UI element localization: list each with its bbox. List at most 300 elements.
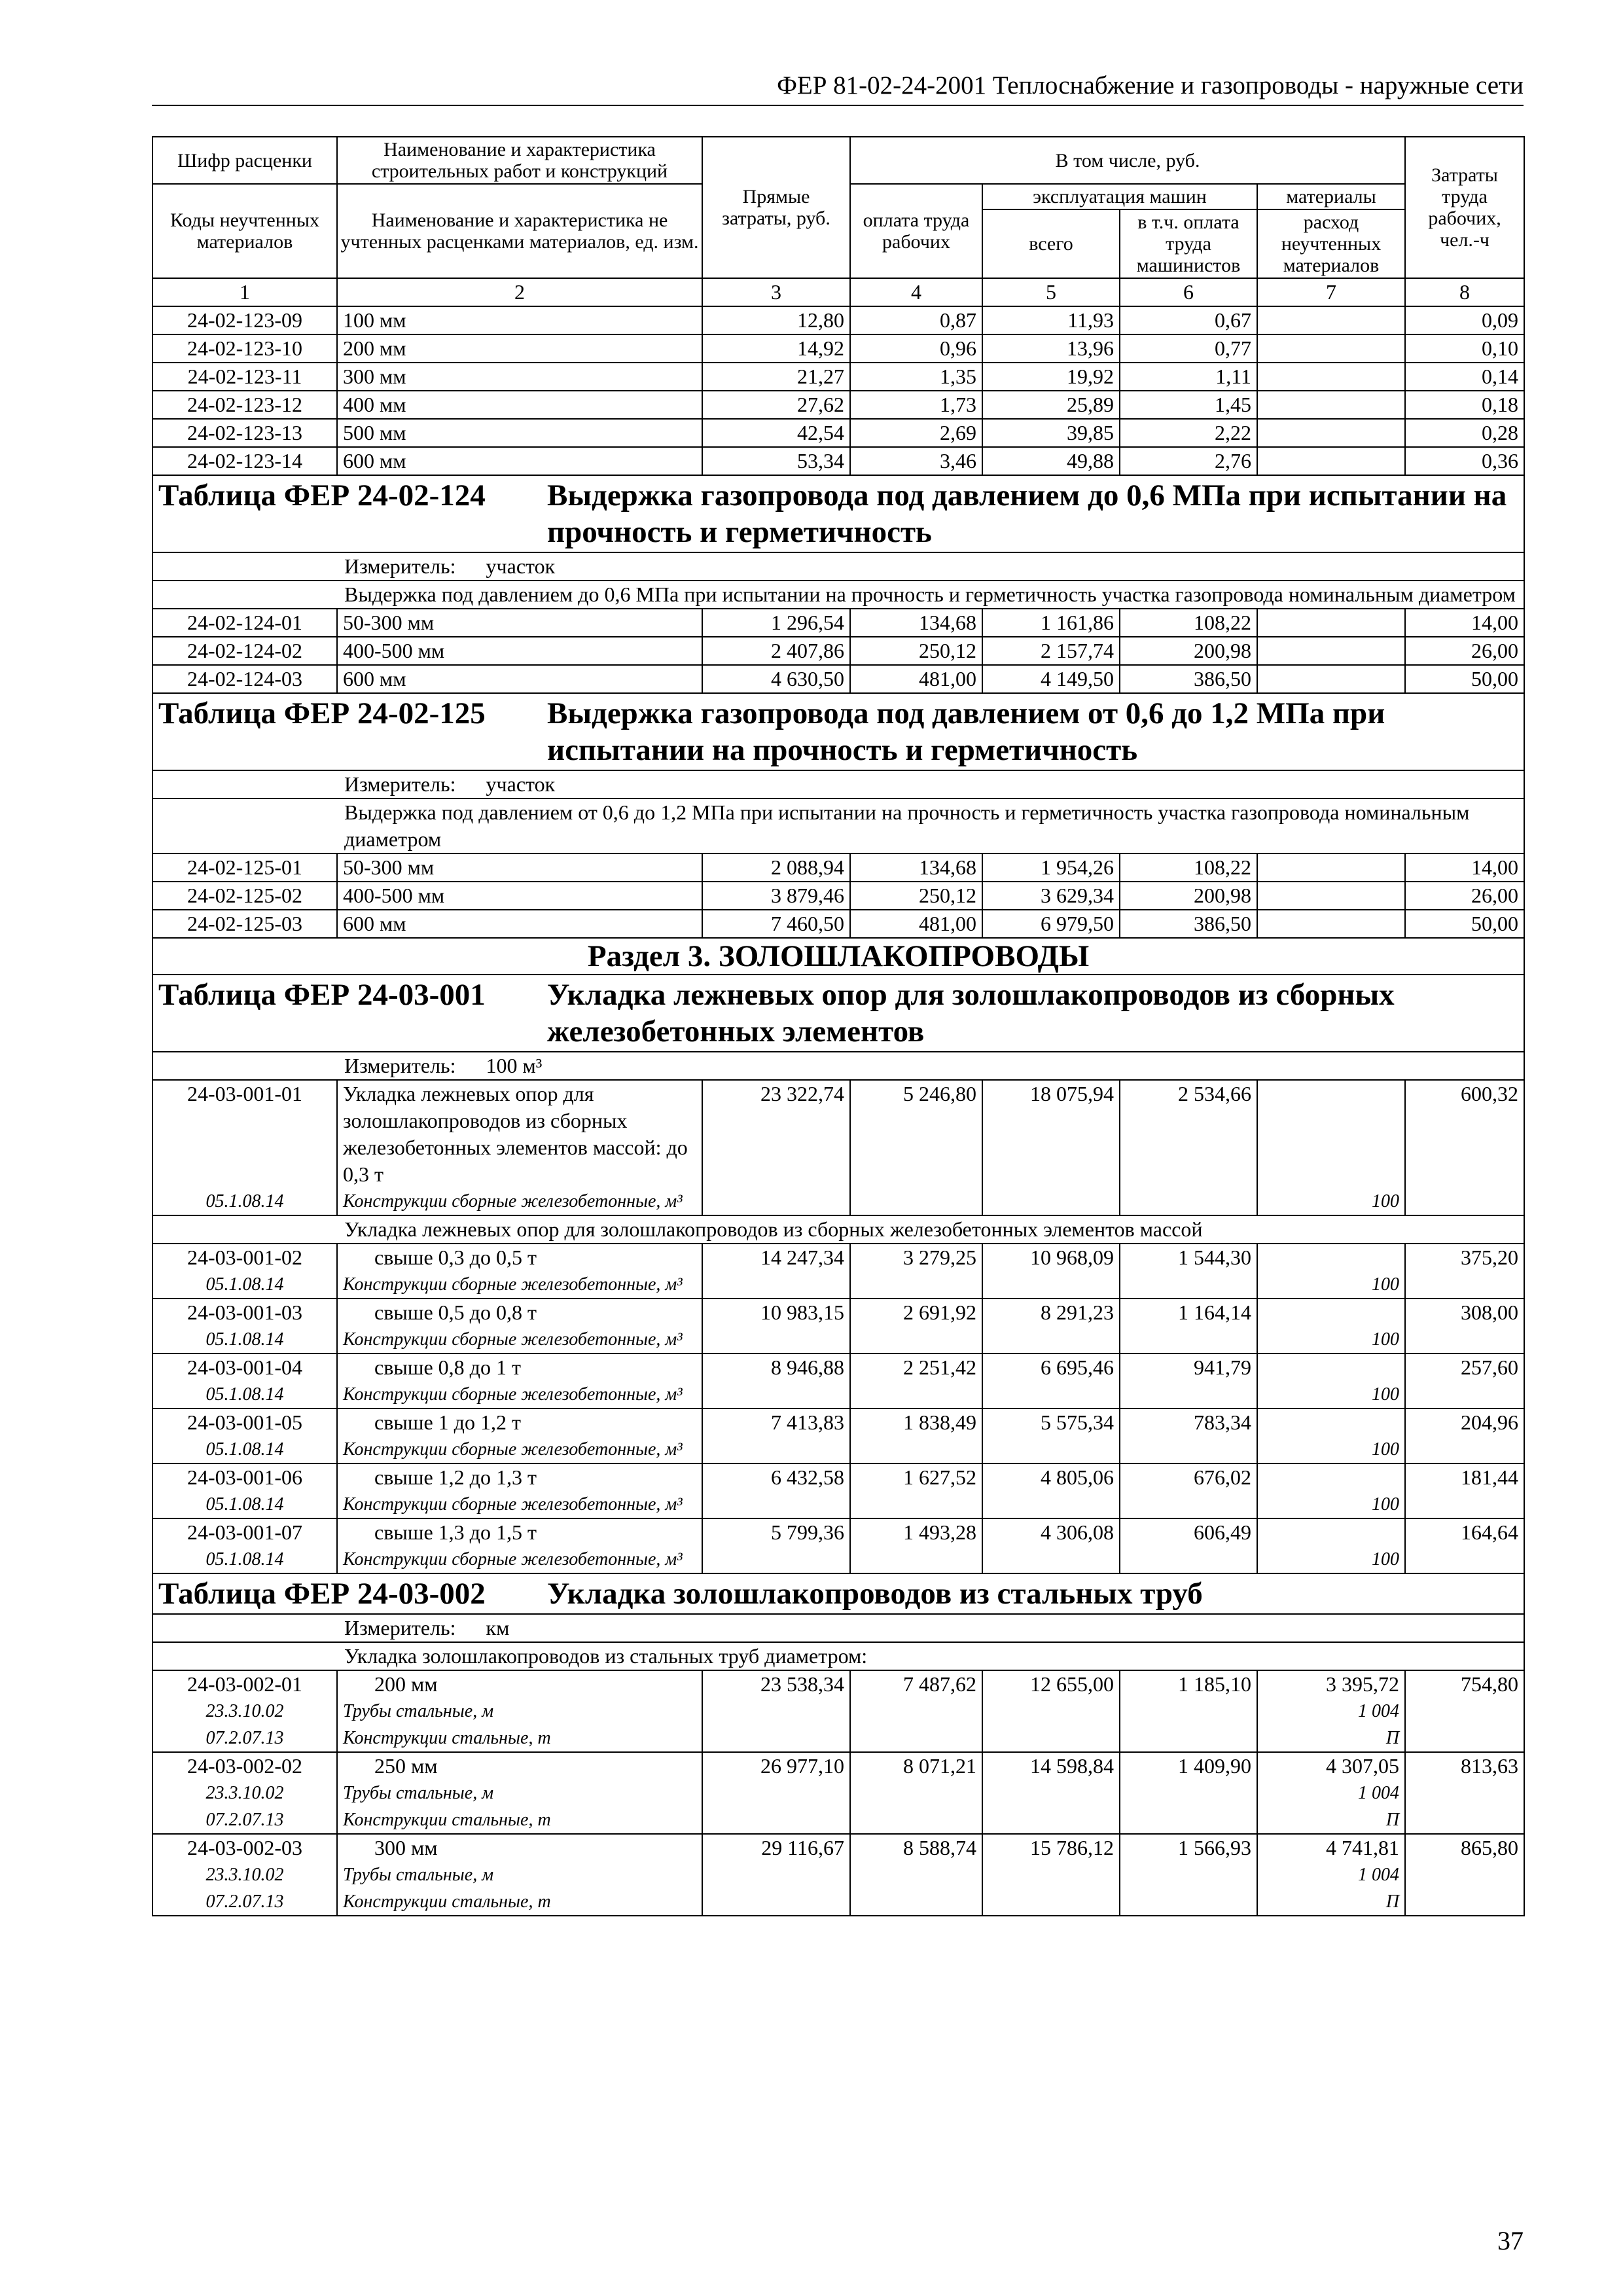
rate-code: 24-03-001-04 bbox=[152, 1354, 337, 1381]
empty-cell bbox=[850, 1888, 982, 1916]
empty-cell bbox=[702, 1271, 850, 1299]
table-title bbox=[152, 1573, 1524, 1614]
material-name: Конструкции сборные железобетонные, м³ bbox=[337, 1271, 702, 1299]
empty-cell bbox=[702, 1188, 850, 1215]
col-number: 2 bbox=[337, 278, 702, 306]
table-name: Укладка золошлакопроводов из стальных труб bbox=[547, 1577, 1203, 1611]
header-including: В том числе, руб. bbox=[850, 137, 1405, 184]
material-row bbox=[152, 1546, 1524, 1573]
table-name: Выдержка газопровода под давлением до 0,6 МПа при испытании на прочность и герметичность bbox=[547, 478, 1507, 549]
machinists-pay: 2,76 bbox=[1120, 447, 1257, 475]
empty-cell bbox=[1405, 1188, 1524, 1215]
col-number: 1 bbox=[152, 278, 337, 306]
rate-code: 24-03-002-02 bbox=[152, 1752, 337, 1780]
materials-cost bbox=[1257, 391, 1405, 419]
material-row bbox=[152, 1436, 1524, 1463]
column-numbers-row bbox=[152, 278, 1524, 306]
materials-cost bbox=[1257, 1354, 1405, 1381]
work-name: свыше 1 до 1,2 т bbox=[337, 1408, 702, 1436]
empty-cell bbox=[1405, 1326, 1524, 1354]
empty-cell bbox=[982, 1188, 1120, 1215]
table-title bbox=[152, 975, 1524, 1052]
empty-cell bbox=[1405, 1888, 1524, 1916]
material-quantity: 100 bbox=[1257, 1491, 1405, 1518]
work-name: 50-300 мм bbox=[337, 853, 702, 882]
machines-total: 10 968,09 bbox=[982, 1244, 1120, 1271]
rate-code: 24-02-123-12 bbox=[152, 391, 337, 419]
empty-cell bbox=[702, 1436, 850, 1463]
labor-pay: 2,69 bbox=[850, 419, 982, 447]
material-quantity: 1 004 bbox=[1257, 1780, 1405, 1806]
empty-cell bbox=[982, 1861, 1120, 1888]
header-unaccounted-codes: Коды неучтенных материалов bbox=[152, 184, 337, 278]
labor-pay: 250,12 bbox=[850, 882, 982, 910]
material-code: 07.2.07.13 bbox=[152, 1806, 337, 1834]
col-number: 5 bbox=[982, 278, 1120, 306]
machinists-pay: 1 566,93 bbox=[1120, 1834, 1257, 1861]
empty-cell bbox=[850, 1188, 982, 1215]
table-row bbox=[152, 637, 1524, 665]
work-name: свыше 1,3 до 1,5 т bbox=[337, 1518, 702, 1546]
rate-code: 24-02-123-10 bbox=[152, 334, 337, 363]
labor-cost: 0,09 bbox=[1405, 306, 1524, 334]
machinists-pay: 676,02 bbox=[1120, 1463, 1257, 1491]
material-name: Конструкции стальные, т bbox=[337, 1806, 702, 1834]
labor-pay: 1,35 bbox=[850, 363, 982, 391]
work-name: 250 мм bbox=[337, 1752, 702, 1780]
machines-total: 6 695,46 bbox=[982, 1354, 1120, 1381]
labor-cost: 204,96 bbox=[1405, 1408, 1524, 1436]
material-quantity: 100 bbox=[1257, 1436, 1405, 1463]
material-quantity: 100 bbox=[1257, 1326, 1405, 1354]
empty-cell bbox=[702, 1698, 850, 1725]
rate-code: 24-03-001-01 bbox=[152, 1080, 337, 1188]
direct-cost: 3 879,46 bbox=[702, 882, 850, 910]
header-machines-total: всего bbox=[982, 209, 1120, 278]
machinists-pay: 941,79 bbox=[1120, 1354, 1257, 1381]
rate-code: 24-03-001-07 bbox=[152, 1518, 337, 1546]
material-row bbox=[152, 1725, 1524, 1752]
material-row bbox=[152, 1381, 1524, 1408]
table-number: Таблица ФЕР 24-02-125 bbox=[158, 696, 486, 730]
table-row bbox=[152, 391, 1524, 419]
material-code: 05.1.08.14 bbox=[152, 1491, 337, 1518]
labor-cost: 600,32 bbox=[1405, 1080, 1524, 1188]
labor-cost: 0,14 bbox=[1405, 363, 1524, 391]
description: Выдержка под давлением до 0,6 МПа при испытании на прочность и герметичность участка газопровода номинальным диаметром bbox=[152, 581, 1524, 609]
material-quantity: 100 bbox=[1257, 1188, 1405, 1215]
machinists-pay: 2,22 bbox=[1120, 419, 1257, 447]
direct-cost: 4 630,50 bbox=[702, 665, 850, 693]
materials-cost bbox=[1257, 1518, 1405, 1546]
materials-cost bbox=[1257, 1080, 1405, 1188]
empty-cell bbox=[1405, 1436, 1524, 1463]
machinists-pay: 108,22 bbox=[1120, 853, 1257, 882]
table-row bbox=[152, 1299, 1524, 1326]
table-title-row bbox=[152, 475, 1524, 552]
work-name: свыше 1,2 до 1,3 т bbox=[337, 1463, 702, 1491]
labor-pay: 1 627,52 bbox=[850, 1463, 982, 1491]
empty-cell bbox=[702, 1888, 850, 1916]
machinists-pay: 386,50 bbox=[1120, 910, 1257, 938]
materials-cost bbox=[1257, 363, 1405, 391]
empty-cell bbox=[702, 1491, 850, 1518]
measure-label: Измеритель: bbox=[344, 1616, 456, 1640]
col-number: 7 bbox=[1257, 278, 1405, 306]
material-quantity: 100 bbox=[1257, 1271, 1405, 1299]
material-code: 05.1.08.14 bbox=[152, 1546, 337, 1573]
measure-value: участок bbox=[486, 554, 556, 578]
empty-cell bbox=[850, 1491, 982, 1518]
header-row-1 bbox=[152, 137, 1524, 184]
labor-pay: 250,12 bbox=[850, 637, 982, 665]
direct-cost: 26 977,10 bbox=[702, 1752, 850, 1780]
empty-cell bbox=[1120, 1188, 1257, 1215]
labor-pay: 0,87 bbox=[850, 306, 982, 334]
labor-pay: 8 588,74 bbox=[850, 1834, 982, 1861]
rate-code: 24-02-123-09 bbox=[152, 306, 337, 334]
table-row bbox=[152, 363, 1524, 391]
empty-cell bbox=[1120, 1861, 1257, 1888]
rate-code: 24-03-001-06 bbox=[152, 1463, 337, 1491]
material-name: Конструкции сборные железобетонные, м³ bbox=[337, 1491, 702, 1518]
table-row bbox=[152, 1080, 1524, 1188]
material-row bbox=[152, 1888, 1524, 1916]
measure-label: Измеритель: bbox=[344, 1054, 456, 1077]
rate-code: 24-03-002-01 bbox=[152, 1670, 337, 1698]
material-row bbox=[152, 1861, 1524, 1888]
measure bbox=[152, 1052, 1524, 1080]
empty-cell bbox=[982, 1381, 1120, 1408]
measure-value: 100 м³ bbox=[486, 1054, 543, 1077]
work-name: 300 мм bbox=[337, 363, 702, 391]
labor-pay: 3,46 bbox=[850, 447, 982, 475]
empty-cell bbox=[1405, 1806, 1524, 1834]
work-name: 50-300 мм bbox=[337, 609, 702, 637]
direct-cost: 14 247,34 bbox=[702, 1244, 850, 1271]
table-row bbox=[152, 1834, 1524, 1861]
material-name: Конструкции сборные железобетонные, м³ bbox=[337, 1188, 702, 1215]
measure-value: участок bbox=[486, 772, 556, 796]
work-name: свыше 0,5 до 0,8 т bbox=[337, 1299, 702, 1326]
materials-cost bbox=[1257, 1408, 1405, 1436]
machines-total: 13,96 bbox=[982, 334, 1120, 363]
empty-cell bbox=[702, 1725, 850, 1752]
labor-cost: 375,20 bbox=[1405, 1244, 1524, 1271]
machines-total: 18 075,94 bbox=[982, 1080, 1120, 1188]
direct-cost: 12,80 bbox=[702, 306, 850, 334]
table-row bbox=[152, 853, 1524, 882]
machines-total: 12 655,00 bbox=[982, 1670, 1120, 1698]
materials-cost bbox=[1257, 419, 1405, 447]
labor-pay: 7 487,62 bbox=[850, 1670, 982, 1698]
table-row bbox=[152, 334, 1524, 363]
table-row bbox=[152, 609, 1524, 637]
materials-cost: 4 307,05 bbox=[1257, 1752, 1405, 1780]
labor-cost: 0,36 bbox=[1405, 447, 1524, 475]
empty-cell bbox=[850, 1546, 982, 1573]
materials-cost bbox=[1257, 306, 1405, 334]
empty-cell bbox=[982, 1725, 1120, 1752]
materials-cost bbox=[1257, 1299, 1405, 1326]
table-title bbox=[152, 693, 1524, 770]
table-row bbox=[152, 882, 1524, 910]
table-row bbox=[152, 1518, 1524, 1546]
rate-code: 24-02-124-03 bbox=[152, 665, 337, 693]
labor-cost: 754,80 bbox=[1405, 1670, 1524, 1698]
empty-cell bbox=[1120, 1271, 1257, 1299]
labor-pay: 134,68 bbox=[850, 853, 982, 882]
table-name: Выдержка газопровода под давлением от 0,6 до 1,2 МПа при испытании на прочность и герметичность bbox=[547, 696, 1385, 767]
description: Укладка золошлакопроводов из стальных труб диаметром: bbox=[152, 1642, 1524, 1670]
machines-total: 5 575,34 bbox=[982, 1408, 1120, 1436]
machines-total: 1 954,26 bbox=[982, 853, 1120, 882]
labor-cost: 0,28 bbox=[1405, 419, 1524, 447]
measure bbox=[152, 770, 1524, 798]
direct-cost: 7 413,83 bbox=[702, 1408, 850, 1436]
material-quantity: 100 bbox=[1257, 1381, 1405, 1408]
col-number: 6 bbox=[1120, 278, 1257, 306]
machinists-pay: 0,77 bbox=[1120, 334, 1257, 363]
materials-cost bbox=[1257, 910, 1405, 938]
material-code: 23.3.10.02 bbox=[152, 1861, 337, 1888]
materials-cost bbox=[1257, 637, 1405, 665]
empty-cell bbox=[982, 1546, 1120, 1573]
direct-cost: 8 946,88 bbox=[702, 1354, 850, 1381]
empty-cell bbox=[1405, 1491, 1524, 1518]
material-name: Трубы стальные, м bbox=[337, 1780, 702, 1806]
table-row bbox=[152, 1463, 1524, 1491]
material-code: 23.3.10.02 bbox=[152, 1698, 337, 1725]
material-row bbox=[152, 1491, 1524, 1518]
direct-cost: 2 407,86 bbox=[702, 637, 850, 665]
empty-cell bbox=[702, 1546, 850, 1573]
material-quantity: П bbox=[1257, 1725, 1405, 1752]
material-code: 05.1.08.14 bbox=[152, 1188, 337, 1215]
labor-pay: 5 246,80 bbox=[850, 1080, 982, 1188]
measure-row bbox=[152, 552, 1524, 581]
materials-cost bbox=[1257, 853, 1405, 882]
machines-total: 11,93 bbox=[982, 306, 1120, 334]
table-row bbox=[152, 1408, 1524, 1436]
col-number: 8 bbox=[1405, 278, 1524, 306]
materials-cost bbox=[1257, 447, 1405, 475]
empty-cell bbox=[1405, 1861, 1524, 1888]
rate-code: 24-02-125-01 bbox=[152, 853, 337, 882]
work-name: 500 мм bbox=[337, 419, 702, 447]
work-name: 400 мм bbox=[337, 391, 702, 419]
material-name: Конструкции стальные, т bbox=[337, 1888, 702, 1916]
labor-cost: 164,64 bbox=[1405, 1518, 1524, 1546]
labor-pay: 1,73 bbox=[850, 391, 982, 419]
page-number: 37 bbox=[1497, 2226, 1524, 2255]
table-row bbox=[152, 910, 1524, 938]
header-code: Шифр расценки bbox=[152, 137, 337, 184]
machinists-pay: 1,45 bbox=[1120, 391, 1257, 419]
description-row bbox=[152, 1642, 1524, 1670]
material-quantity: 1 004 bbox=[1257, 1861, 1405, 1888]
table-title-row bbox=[152, 975, 1524, 1052]
empty-cell bbox=[1120, 1698, 1257, 1725]
material-code: 07.2.07.13 bbox=[152, 1888, 337, 1916]
empty-cell bbox=[702, 1326, 850, 1354]
labor-cost: 50,00 bbox=[1405, 665, 1524, 693]
work-name: 400-500 мм bbox=[337, 882, 702, 910]
work-name: 400-500 мм bbox=[337, 637, 702, 665]
table-number: Таблица ФЕР 24-02-124 bbox=[158, 478, 486, 512]
machines-total: 39,85 bbox=[982, 419, 1120, 447]
machinists-pay: 108,22 bbox=[1120, 609, 1257, 637]
labor-cost: 181,44 bbox=[1405, 1463, 1524, 1491]
table-row bbox=[152, 1752, 1524, 1780]
material-row bbox=[152, 1806, 1524, 1834]
direct-cost: 29 116,67 bbox=[702, 1834, 850, 1861]
empty-cell bbox=[850, 1861, 982, 1888]
header-labor-cost: Затраты труда рабочих, чел.-ч bbox=[1405, 137, 1524, 278]
empty-cell bbox=[850, 1725, 982, 1752]
measure-row bbox=[152, 770, 1524, 798]
materials-cost: 4 741,81 bbox=[1257, 1834, 1405, 1861]
rate-code: 24-02-125-02 bbox=[152, 882, 337, 910]
material-row bbox=[152, 1780, 1524, 1806]
materials-cost bbox=[1257, 334, 1405, 363]
table-row bbox=[152, 419, 1524, 447]
machinists-pay: 200,98 bbox=[1120, 637, 1257, 665]
machines-total: 14 598,84 bbox=[982, 1752, 1120, 1780]
header-direct: Прямые затраты, руб. bbox=[702, 137, 850, 278]
empty-cell bbox=[1120, 1326, 1257, 1354]
material-quantity: П bbox=[1257, 1806, 1405, 1834]
work-name: 600 мм bbox=[337, 447, 702, 475]
machines-total: 3 629,34 bbox=[982, 882, 1120, 910]
empty-cell bbox=[982, 1326, 1120, 1354]
header-materials: материалы bbox=[1257, 184, 1405, 209]
measure bbox=[152, 1614, 1524, 1642]
work-name: Укладка лежневых опор для золошлакопроводов из сборных железобетонных элементов массой: до 0,3 т bbox=[337, 1080, 702, 1188]
empty-cell bbox=[850, 1698, 982, 1725]
measure-label: Измеритель: bbox=[344, 772, 456, 796]
empty-cell bbox=[1405, 1271, 1524, 1299]
machines-total: 2 157,74 bbox=[982, 637, 1120, 665]
machines-total: 4 306,08 bbox=[982, 1518, 1120, 1546]
material-quantity: 1 004 bbox=[1257, 1698, 1405, 1725]
empty-cell bbox=[1120, 1806, 1257, 1834]
rate-code: 24-03-001-03 bbox=[152, 1299, 337, 1326]
machinists-pay: 2 534,66 bbox=[1120, 1080, 1257, 1188]
work-name: 200 мм bbox=[337, 334, 702, 363]
material-code: 23.3.10.02 bbox=[152, 1780, 337, 1806]
machines-total: 49,88 bbox=[982, 447, 1120, 475]
machines-total: 8 291,23 bbox=[982, 1299, 1120, 1326]
direct-cost: 21,27 bbox=[702, 363, 850, 391]
description: Выдержка под давлением от 0,6 до 1,2 МПа при испытании на прочность и герметичность участка газопровода номинальным диаметром bbox=[152, 798, 1524, 853]
direct-cost: 5 799,36 bbox=[702, 1518, 850, 1546]
empty-cell bbox=[850, 1806, 982, 1834]
machines-total: 15 786,12 bbox=[982, 1834, 1120, 1861]
labor-pay: 481,00 bbox=[850, 910, 982, 938]
rate-code: 24-03-001-05 bbox=[152, 1408, 337, 1436]
labor-pay: 481,00 bbox=[850, 665, 982, 693]
direct-cost: 7 460,50 bbox=[702, 910, 850, 938]
col-number: 4 bbox=[850, 278, 982, 306]
labor-pay: 2 251,42 bbox=[850, 1354, 982, 1381]
empty-cell bbox=[1120, 1888, 1257, 1916]
labor-cost: 813,63 bbox=[1405, 1752, 1524, 1780]
direct-cost: 23 538,34 bbox=[702, 1670, 850, 1698]
material-row bbox=[152, 1188, 1524, 1215]
machines-total: 4 805,06 bbox=[982, 1463, 1120, 1491]
direct-cost: 10 983,15 bbox=[702, 1299, 850, 1326]
price-table-body bbox=[152, 137, 1524, 1916]
table-name: Укладка лежневых опор для золошлакопроводов из сборных железобетонных элементов bbox=[547, 978, 1395, 1049]
direct-cost: 14,92 bbox=[702, 334, 850, 363]
labor-cost: 14,00 bbox=[1405, 853, 1524, 882]
empty-cell bbox=[982, 1780, 1120, 1806]
description-row bbox=[152, 581, 1524, 609]
section-row bbox=[152, 938, 1524, 975]
material-row bbox=[152, 1271, 1524, 1299]
empty-cell bbox=[982, 1436, 1120, 1463]
work-name: 200 мм bbox=[337, 1670, 702, 1698]
machines-total: 25,89 bbox=[982, 391, 1120, 419]
labor-cost: 14,00 bbox=[1405, 609, 1524, 637]
labor-pay: 0,96 bbox=[850, 334, 982, 363]
material-name: Трубы стальные, м bbox=[337, 1861, 702, 1888]
materials-cost bbox=[1257, 882, 1405, 910]
table-number: Таблица ФЕР 24-03-001 bbox=[158, 978, 486, 1012]
material-row bbox=[152, 1326, 1524, 1354]
empty-cell bbox=[702, 1861, 850, 1888]
work-name: свыше 0,8 до 1 т bbox=[337, 1354, 702, 1381]
machinists-pay: 1 409,90 bbox=[1120, 1752, 1257, 1780]
direct-cost: 6 432,58 bbox=[702, 1463, 850, 1491]
material-name: Конструкции сборные железобетонные, м³ bbox=[337, 1326, 702, 1354]
machinists-pay: 0,67 bbox=[1120, 306, 1257, 334]
labor-pay: 1 493,28 bbox=[850, 1518, 982, 1546]
material-name: Конструкции сборные железобетонные, м³ bbox=[337, 1381, 702, 1408]
empty-cell bbox=[702, 1806, 850, 1834]
direct-cost: 42,54 bbox=[702, 419, 850, 447]
material-row bbox=[152, 1698, 1524, 1725]
empty-cell bbox=[982, 1491, 1120, 1518]
direct-cost: 53,34 bbox=[702, 447, 850, 475]
measure-row bbox=[152, 1052, 1524, 1080]
material-code: 05.1.08.14 bbox=[152, 1381, 337, 1408]
empty-cell bbox=[982, 1806, 1120, 1834]
empty-cell bbox=[982, 1271, 1120, 1299]
material-name: Конструкции стальные, т bbox=[337, 1725, 702, 1752]
machinists-pay: 1 164,14 bbox=[1120, 1299, 1257, 1326]
empty-cell bbox=[1120, 1491, 1257, 1518]
header-name-bottom: Наименование и характеристика не учтенных расценками материалов, ед. изм. bbox=[337, 184, 702, 278]
table-title bbox=[152, 475, 1524, 552]
materials-cost bbox=[1257, 609, 1405, 637]
rate-code: 24-02-123-11 bbox=[152, 363, 337, 391]
machinists-pay: 783,34 bbox=[1120, 1408, 1257, 1436]
table-title-row bbox=[152, 1573, 1524, 1614]
empty-cell bbox=[982, 1888, 1120, 1916]
header-name-top: Наименование и характеристика строительных работ и конструкций bbox=[337, 137, 702, 184]
work-name: свыше 0,3 до 0,5 т bbox=[337, 1244, 702, 1271]
material-code: 05.1.08.14 bbox=[152, 1271, 337, 1299]
machinists-pay: 1 544,30 bbox=[1120, 1244, 1257, 1271]
empty-cell bbox=[1120, 1780, 1257, 1806]
material-code: 05.1.08.14 bbox=[152, 1436, 337, 1463]
rate-code: 24-02-124-01 bbox=[152, 609, 337, 637]
rate-code: 24-02-123-13 bbox=[152, 419, 337, 447]
labor-pay: 3 279,25 bbox=[850, 1244, 982, 1271]
description: Укладка лежневых опор для золошлакопроводов из сборных железобетонных элементов массой bbox=[152, 1215, 1524, 1244]
